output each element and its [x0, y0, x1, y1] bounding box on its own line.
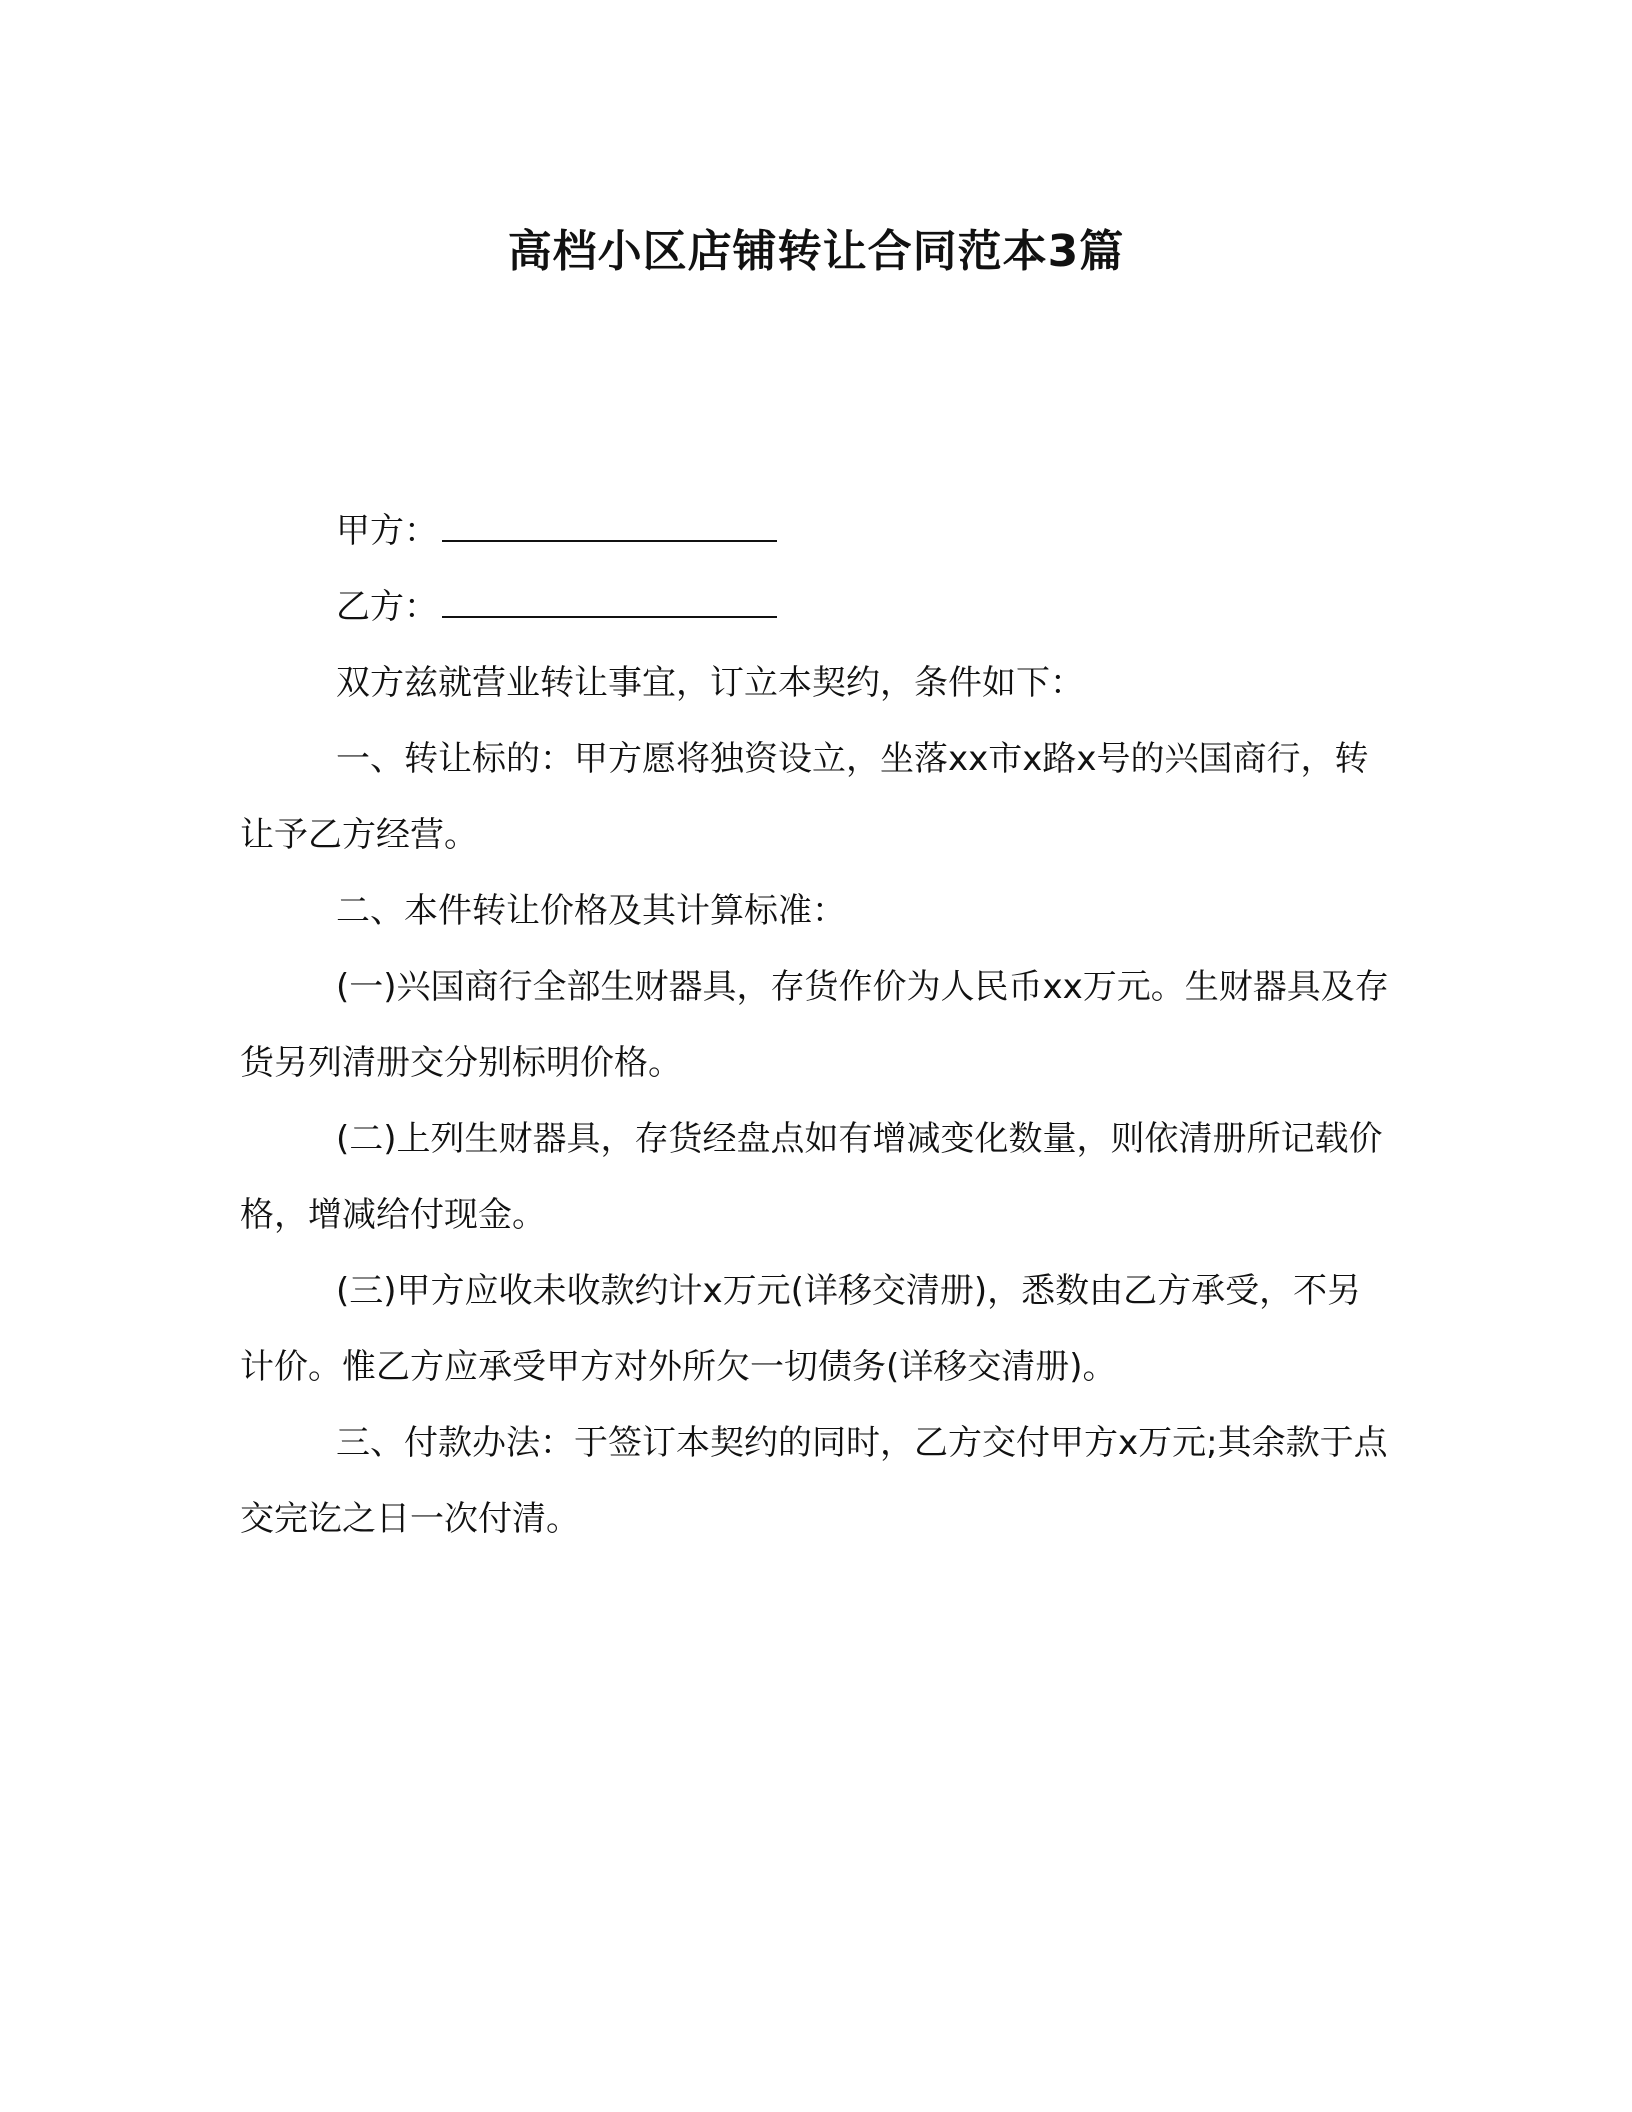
paragraph: (三)甲方应收未收款约计x万元(详移交清册)，悉数由乙方承受，不另计价。惟乙方应承受甲方对外所欠一切债务(详移交清册)。: [240, 1271, 1362, 1387]
party-b-line: [240, 569, 1392, 645]
paragraph: (二)上列生财器具，存货经盘点如有增减变化数量，则依清册所记载价格，增减给付现金。: [240, 1119, 1383, 1235]
party-a-blank: [442, 510, 777, 542]
document-title: 高档小区店铺转让合同范本3篇: [507, 226, 1125, 277]
paragraph: 二、本件转让价格及其计算标准：: [336, 891, 846, 931]
party-b-label: 乙方：: [336, 587, 438, 627]
paragraph: 三、付款办法：于签订本契约的同时，乙方交付甲方x万元;其余款于点交完讫之日一次付清。: [240, 1423, 1388, 1539]
paragraph: 双方兹就营业转让事宜，订立本契约，条件如下：: [336, 663, 1084, 703]
paragraph: (一)兴国商行全部生财器具，存货作价为人民币xx万元。生财器具及存货另列清册交分别标明价格。: [240, 967, 1389, 1083]
party-b-blank: [442, 586, 777, 618]
party-a-label: 甲方：: [336, 511, 438, 551]
paragraph: 一、转让标的：甲方愿将独资设立，坐落xx市x路x号的兴国商行，转让予乙方经营。: [240, 739, 1369, 855]
party-a-line: [240, 493, 1392, 569]
document-body: [240, 493, 1392, 1557]
